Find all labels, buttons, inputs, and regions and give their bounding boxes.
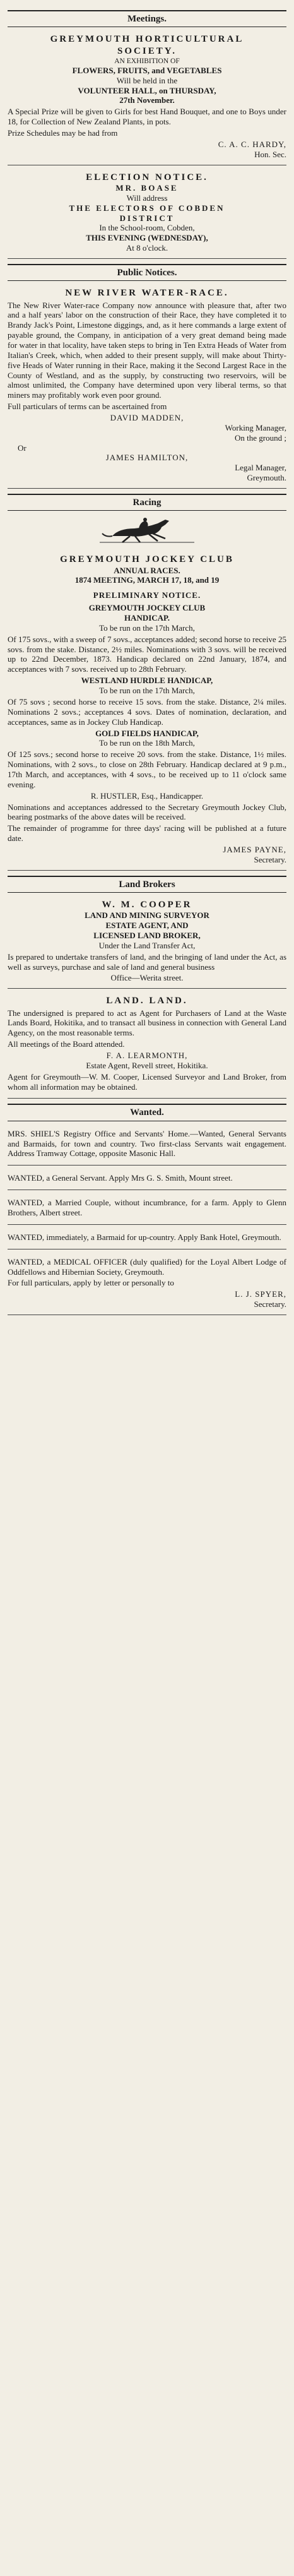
learmonth-land-ad: [8, 993, 286, 1099]
signature-location: Greymouth.: [247, 473, 286, 483]
ad-paragraph: Full particulars of terms can be ascertained from: [8, 402, 167, 412]
wanted-married-couple-ad: [8, 1194, 286, 1225]
ad-paragraph: MRS. SHIEL'S Registry Office and Servants' Home.—Wanted, General Servants and Barmaids, for town and country. Two first-class Servants wait engagement. Address Tramway Cottage, opposite Masonic Hall.: [8, 1128, 286, 1159]
ad-line: VOLUNTEER HALL, on THURSDAY,: [78, 85, 216, 95]
signature-title: Secretary.: [254, 854, 286, 864]
wanted-barmaid-ad: [8, 1229, 286, 1249]
ad-line: FLOWERS, FRUITS, and VEGETABLES: [72, 65, 222, 75]
ad-paragraph: WANTED, a General Servant. Apply Mrs G. S. Smith, Mount street.: [8, 1173, 233, 1183]
handicapper-line: R. HUSTLER, Esq., Handicapper.: [90, 790, 204, 801]
race-conditions: Of 175 sovs., with a sweep of 7 sovs., acceptances added; second horse to receive 25 sovs. from the stake. Distance, 2½ miles. Nominations with 3 sovs. will be received up to 22nd December, 1873. Handicap declared on 22nd January, 1874, and acceptances with 7 sovs. received up to 28th February.: [8, 634, 286, 674]
section-header-meetings: Meetings.: [8, 10, 286, 27]
wanted-medical-officer-ad: [8, 1253, 286, 1315]
ad-title: ELECTION NOTICE.: [86, 172, 208, 182]
ad-paragraph: The New River Water-race Company now announce with pleasure that, after two and a half years' labor on the construction of their Race, they have completed it to Brandy Jack's Point, Limestone diggings, and, as it here commands a large extent of payable ground, the Company, in anticipation of a very great demand being made for water in that locality, have taken steps to bring in Ten Extra Heads of Water from Italian's Creek, which, when added to their present supply, will make about Thirty-five Heads of Water running in their Race, making it the Second Largest Race in the County of Westland, and as the supply, by constructing two reservoirs, will be almost unlimited, the Company have determined upon very liberal terms, so that miners may profitably work even poor ground.: [8, 300, 286, 400]
ad-paragraph: Nominations and acceptances addressed to the Secretary Greymouth Jockey Club, bearing postmarks of the above dates will be received.: [8, 802, 286, 822]
ad-line: In the School-room, Cobden,: [99, 223, 195, 233]
ad-title: GREYMOUTH HORTICULTURAL: [50, 34, 244, 45]
race-title: GREYMOUTH JOCKEY CLUB: [88, 603, 206, 613]
signature: C. A. C. HARDY,: [218, 139, 286, 149]
jockey-club-ad: [8, 551, 286, 870]
ad-paragraph: WANTED, a Married Couple, without incumbrance, for a farm. Apply to Glenn Brothers, Albert street.: [8, 1198, 286, 1218]
race-conditions: Of 75 sovs ; second horse to receive 15 sovs. from the stake. Distance, 2¼ miles. Nominations 2 sovs.; acceptances 4 sovs. Dates of nomination, declaration, and acceptances, same as in Jockey Club Handicap.: [8, 696, 286, 727]
ad-line: THIS EVENING (WEDNESDAY),: [86, 233, 208, 243]
race-date: To be run on the 18th March,: [99, 738, 195, 748]
ad-paragraph: Is prepared to undertake transfers of land, and the bringing of land under the Act, as well as surveys, purchase and sale of land and general business: [8, 951, 286, 972]
racehorse-illustration: [100, 515, 194, 546]
signature-line: Estate Agent, Revell street, Hokitika.: [86, 1060, 208, 1070]
wanted-general-servant-ad: [8, 1169, 286, 1190]
signature: JAMES HAMILTON,: [105, 453, 189, 463]
election-notice-ad: [8, 169, 286, 259]
ad-line: LICENSED LAND BROKER,: [93, 930, 201, 940]
water-race-ad: [8, 285, 286, 489]
section-header-racing: Racing: [8, 494, 286, 511]
ad-line: Will be held in the: [116, 75, 178, 85]
signature-title: Secretary.: [254, 1299, 286, 1309]
shiel-registry-ad: [8, 1125, 286, 1166]
ad-title-cont: SOCIETY.: [117, 45, 177, 56]
ad-line: 27th November.: [119, 95, 175, 105]
signature: DAVID MADDEN,: [110, 413, 184, 422]
cooper-land-broker-ad: [8, 897, 286, 989]
ad-title: NEW RIVER WATER-RACE.: [65, 288, 229, 299]
ad-paragraph: For full particulars, apply by letter or personally to: [8, 1278, 174, 1288]
ad-line: MR. BOASE: [115, 182, 179, 193]
office-address: Office—Werita street.: [110, 973, 184, 983]
signature: F. A. LEARMONTH,: [106, 1051, 188, 1061]
race-title: GOLD FIELDS HANDICAP,: [95, 728, 199, 738]
ad-line: Under the Land Transfer Act,: [98, 940, 196, 950]
signature: L. J. SPYER,: [235, 1289, 286, 1299]
or-text: Or: [18, 443, 26, 453]
signature-title: Legal Manager,: [235, 463, 286, 473]
race-date: To be run on the 17th March,: [99, 686, 195, 696]
ad-line: LAND AND MINING SURVEYOR: [85, 910, 209, 921]
signature: JAMES PAYNE,: [223, 844, 286, 854]
signature-title: Hon. Sec.: [254, 149, 286, 159]
race-conditions: Of 125 sovs.; second horse to receive 20 sovs. from the stake. Distance, 1½ miles. Nominations, with 2 sovs., to close on 28th February. Handicap declared at 9 p.m., 17th March, and acceptances, with 4 sovs., to be received up to 11 o'clock same evening.: [8, 749, 286, 789]
ad-line: THE ELECTORS OF COBDEN: [69, 203, 225, 213]
race-title: WESTLAND HURDLE HANDICAP,: [81, 676, 213, 686]
ad-paragraph: WANTED, a MEDICAL OFFICER (duly qualified) for the Loyal Albert Lodge of Oddfellows and Hibernian Society, Greymouth.: [8, 1256, 286, 1277]
ad-paragraph: All meetings of the Board attended.: [8, 1039, 125, 1049]
ad-paragraph: WANTED, immediately, a Barmaid for up-country. Apply Bank Hotel, Greymouth.: [8, 1232, 281, 1242]
section-header-wanted: Wanted.: [8, 1104, 286, 1121]
ad-subtitle: ANNUAL RACES.: [114, 565, 180, 575]
ad-paragraph: The remainder of programme for three days' racing will be published at a future date.: [8, 823, 286, 844]
ad-title: GREYMOUTH JOCKEY CLUB: [60, 554, 234, 565]
section-header-public-notices: Public Notices.: [8, 264, 286, 281]
signature-location: On the ground ;: [235, 432, 286, 443]
signature-title: Working Manager,: [225, 422, 286, 432]
ad-line: Will address: [126, 193, 168, 203]
ad-paragraph: The undersigned is prepared to act as Agent for Purchasers of Land at the Waste Lands Board, Hokitika, and to transact all business in connection with General Land Agency, on the most reasonable terms.: [8, 1008, 286, 1038]
ad-paragraph: Agent for Greymouth—W. M. Cooper, Licensed Surveyor and Land Broker, from whom all information may be obtained.: [8, 1071, 286, 1092]
ad-paragraph: A Special Prize will be given to Girls for best Hand Bouquet, and one to Boys under 18, for Collection of New Zealand Plants, in pots.: [8, 107, 286, 127]
ad-title: W. M. COOPER: [102, 899, 192, 910]
preliminary-notice: PRELIMINARY NOTICE.: [93, 590, 201, 600]
race-subtitle: HANDICAP.: [124, 613, 170, 623]
race-date: To be run on the 17th March,: [99, 623, 195, 633]
ad-line: ESTATE AGENT, AND: [105, 921, 189, 931]
ad-paragraph: Prize Schedules may be had from: [8, 128, 118, 138]
ad-title: LAND. LAND.: [106, 996, 188, 1006]
section-header-land-brokers: Land Brokers: [8, 876, 286, 893]
horticultural-society-ad: [8, 31, 286, 165]
meeting-dates: 1874 MEETING, MARCH 17, 18, and 19: [74, 575, 220, 585]
ad-line: AN EXHIBITION OF: [114, 57, 180, 65]
ad-line: DISTRICT: [119, 213, 175, 223]
ad-line: At 8 o'clock.: [126, 243, 168, 253]
